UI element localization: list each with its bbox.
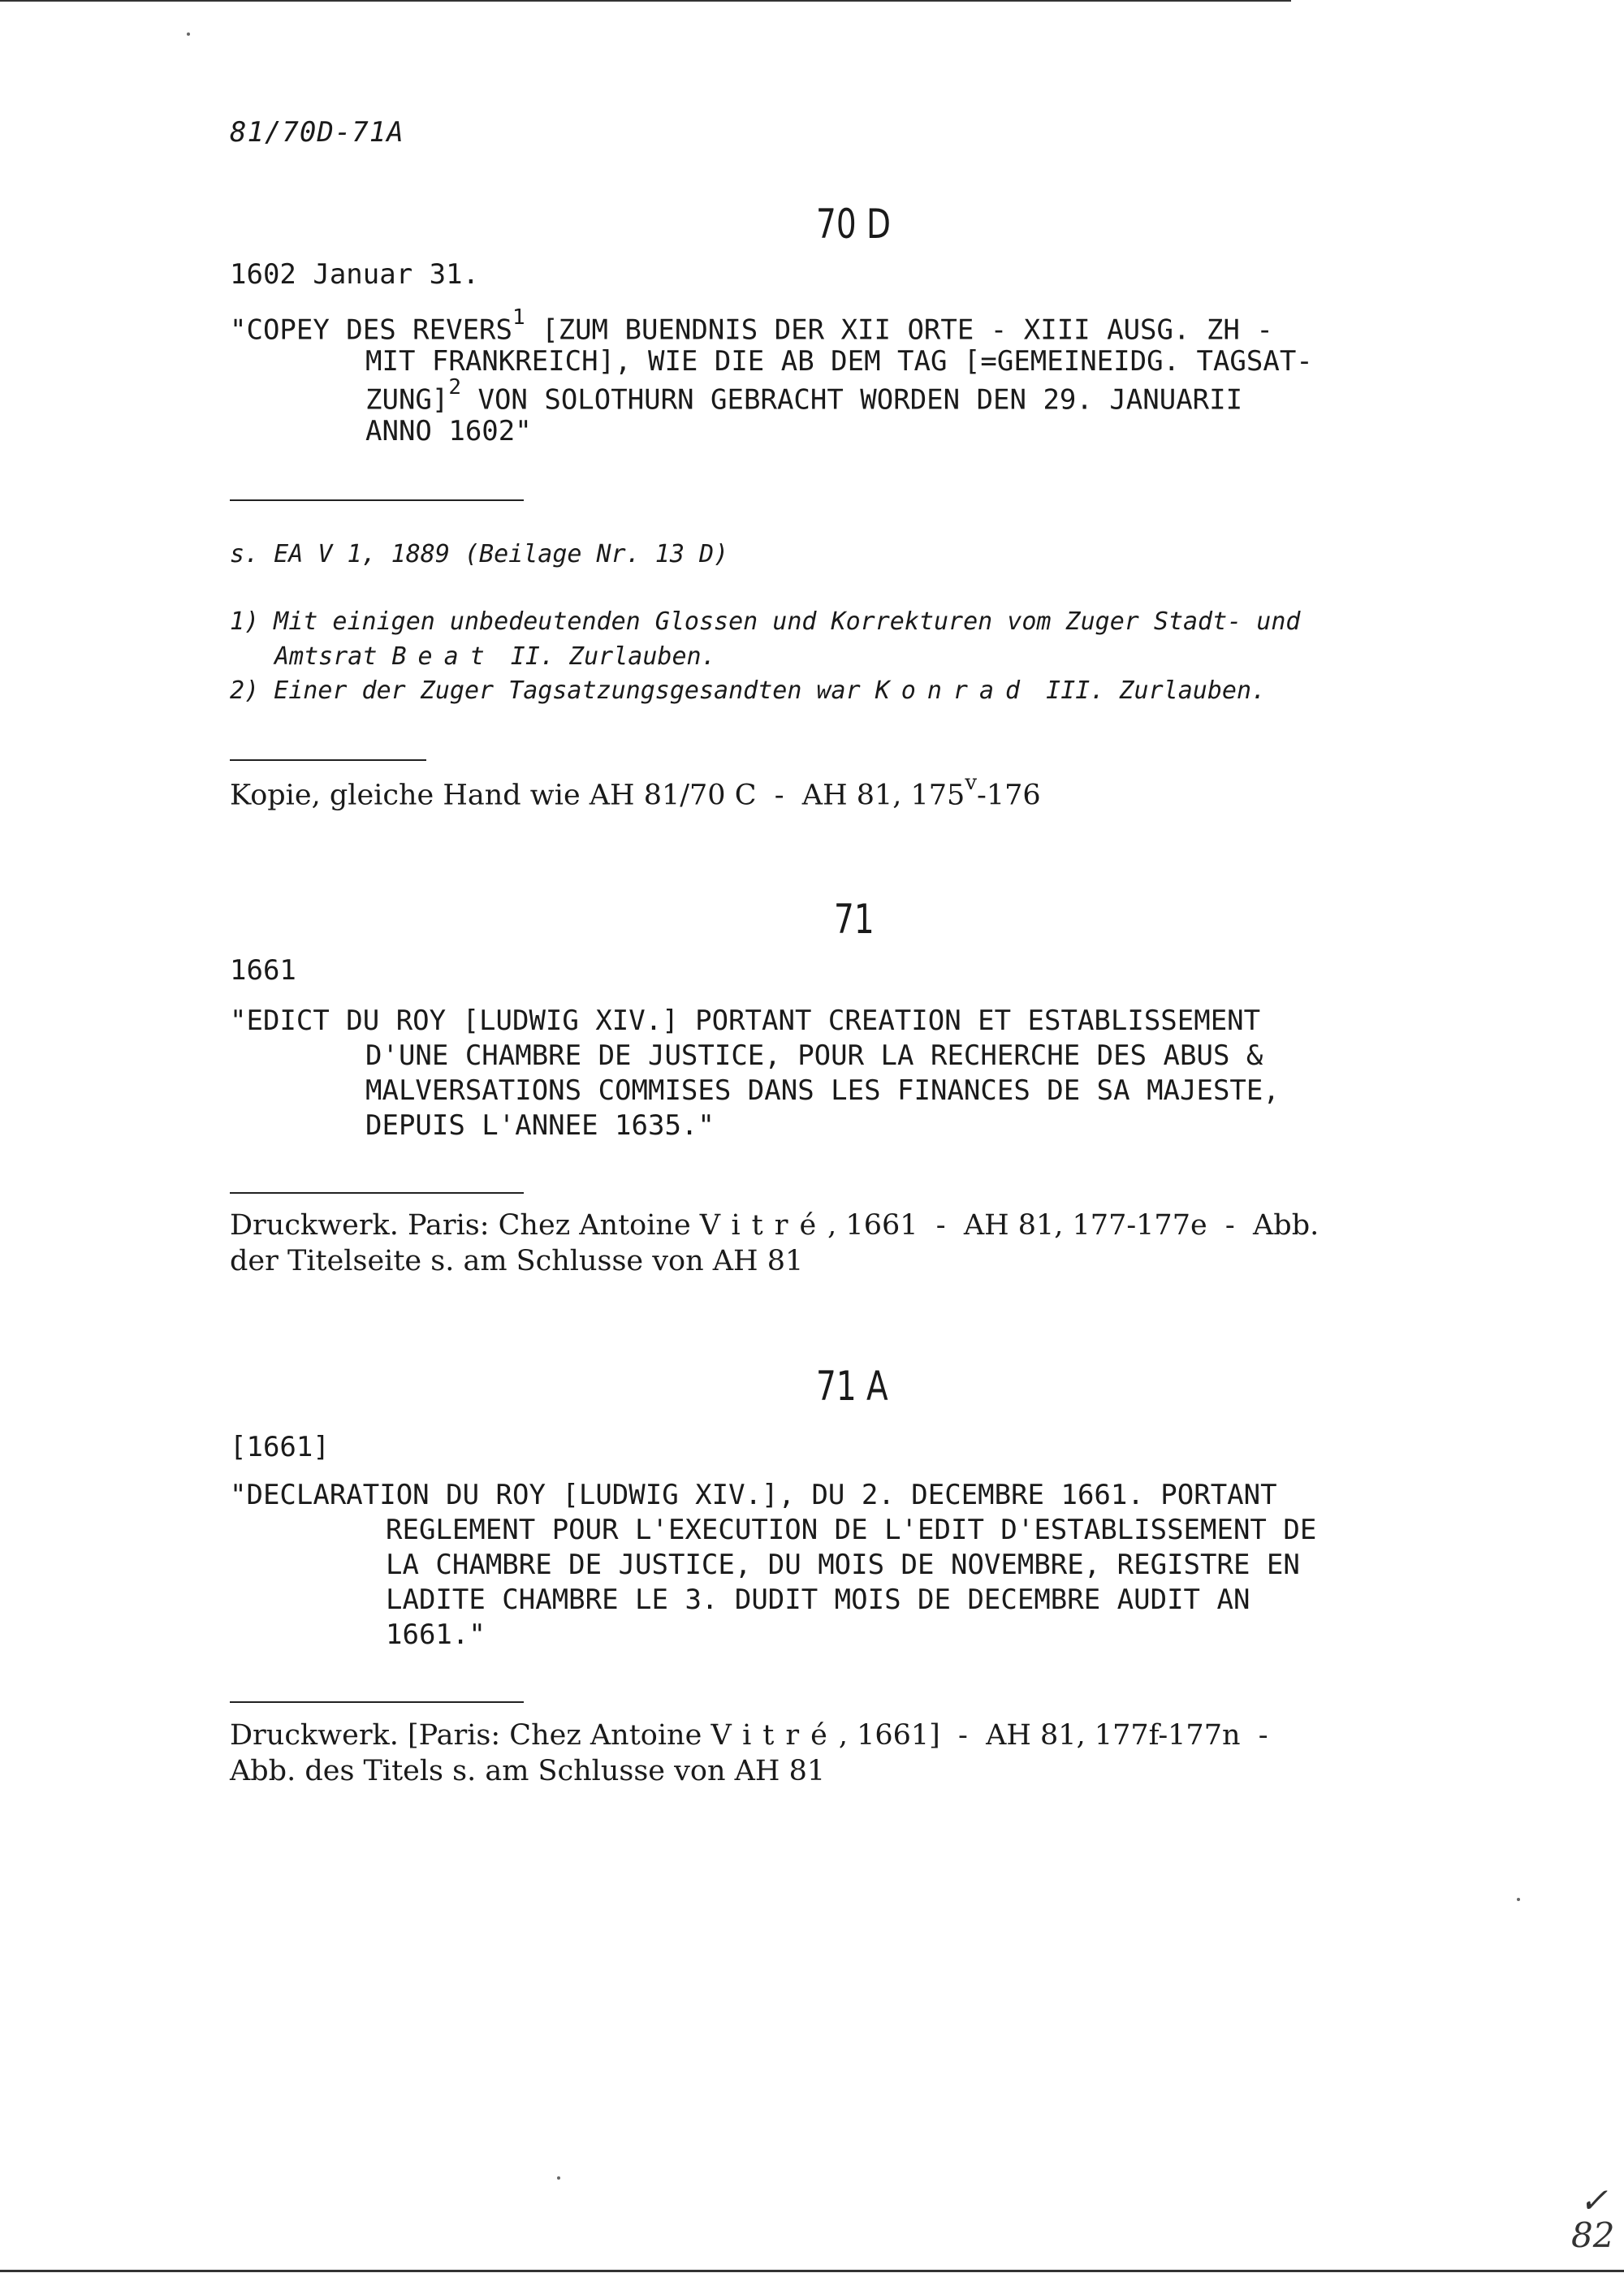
footnote-2: 2) Einer der Zuger Tagsatzungsgesandten war Konrad III. Zurlauben.	[230, 676, 1267, 705]
spaced-name: Konrad	[875, 676, 1032, 705]
section-divider	[230, 759, 426, 761]
entry-title-line: MALVERSATIONS COMMISES DANS LES FINANCES DE SA MAJESTE,	[365, 1074, 1280, 1107]
entry-title-line: "DECLARATION DU ROY [LUDWIG XIV.], DU 2. DECEMBRE 1661. PORTANT	[230, 1479, 1277, 1511]
footnote-marker: 2	[448, 375, 462, 400]
section-divider	[230, 1701, 524, 1703]
edition-reference: s. EA V 1, 1889 (Beilage Nr. 13 D)	[230, 540, 729, 568]
entry-title-line: REGLEMENT POUR L'EXECUTION DE L'EDIT D'ESTABLISSEMENT DE	[386, 1514, 1317, 1546]
entry-title-line: 1661."	[386, 1618, 486, 1651]
spaced-name: Vitré	[699, 1209, 828, 1242]
scan-speck	[1517, 1898, 1520, 1901]
entry-title-line: "EDICT DU ROY [LUDWIG XIV.] PORTANT CREATION ET ESTABLISSEMENT	[230, 1005, 1261, 1037]
entry-date: 1602 Januar 31.	[230, 258, 480, 291]
entry-number-71: 71	[834, 896, 875, 943]
spaced-name: Vitré	[710, 1719, 839, 1752]
footnote-marker: 1	[512, 305, 525, 330]
entry-number-71a: 71 A	[816, 1363, 888, 1410]
entry-date: 1661	[230, 954, 296, 987]
footnote-1-continued: Amtsrat Beat II. Zurlauben.	[274, 642, 716, 671]
scan-speck	[557, 2176, 560, 2180]
source-line: Druckwerk. [Paris: Chez Antoine Vitré, 1661] - AH 81, 177f-177n -	[230, 1719, 1268, 1752]
entry-title-line: ZUNG]$^2$ VON SOLOTHURN GEBRACHT WORDEN DEN 29. JANUARII	[365, 375, 1243, 417]
scan-speck	[187, 32, 190, 36]
archive-reference: 81/70D-71A	[230, 116, 404, 149]
source-line: Druckwerk. Paris: Chez Antoine Vitré, 1661 - AH 81, 177-177e - Abb.	[230, 1209, 1320, 1242]
folio-verso-marker: v	[965, 771, 978, 795]
entry-title-line: MIT FRANKREICH], WIE DIE AB DEM TAG [=GEMEINEIDG. TAGSAT-	[365, 345, 1313, 378]
source-line: Kopie, gleiche Hand wie AH 81/70 C - AH 81, 175$^v$-176	[230, 771, 1041, 812]
entry-title-line: ANNO 1602"	[365, 415, 532, 447]
spaced-name: Beat	[391, 642, 496, 671]
page-number: 82	[1571, 2215, 1615, 2255]
entry-title-line: "COPEY DES REVERS$^1$ [ZUM BUENDNIS DER XII ORTE - XIII AUSG. ZH -	[230, 305, 1273, 347]
entry-number-70d: 70 D	[816, 201, 892, 248]
source-line: der Titelseite s. am Schlusse von AH 81	[230, 1245, 804, 1277]
entry-title-line: LADITE CHAMBRE LE 3. DUDIT MOIS DE DECEMBRE AUDIT AN	[386, 1584, 1250, 1616]
top-border-line	[0, 0, 1291, 2]
section-divider	[230, 499, 524, 501]
footnote-1: 1) Mit einigen unbedeutenden Glossen und Korrekturen vom Zuger Stadt- und	[230, 607, 1301, 636]
check-mark-icon: ✓	[1579, 2180, 1609, 2220]
section-divider	[230, 1192, 524, 1194]
entry-title-line: DEPUIS L'ANNEE 1635."	[365, 1109, 715, 1142]
bottom-border-line	[0, 2270, 1624, 2272]
entry-date: [1661]	[230, 1431, 330, 1463]
source-line: Abb. des Titels s. am Schlusse von AH 81	[230, 1755, 826, 1787]
entry-title-line: D'UNE CHAMBRE DE JUSTICE, POUR LA RECHERCHE DES ABUS &	[365, 1039, 1263, 1072]
entry-title-line: LA CHAMBRE DE JUSTICE, DU MOIS DE NOVEMBRE, REGISTRE EN	[386, 1549, 1300, 1581]
